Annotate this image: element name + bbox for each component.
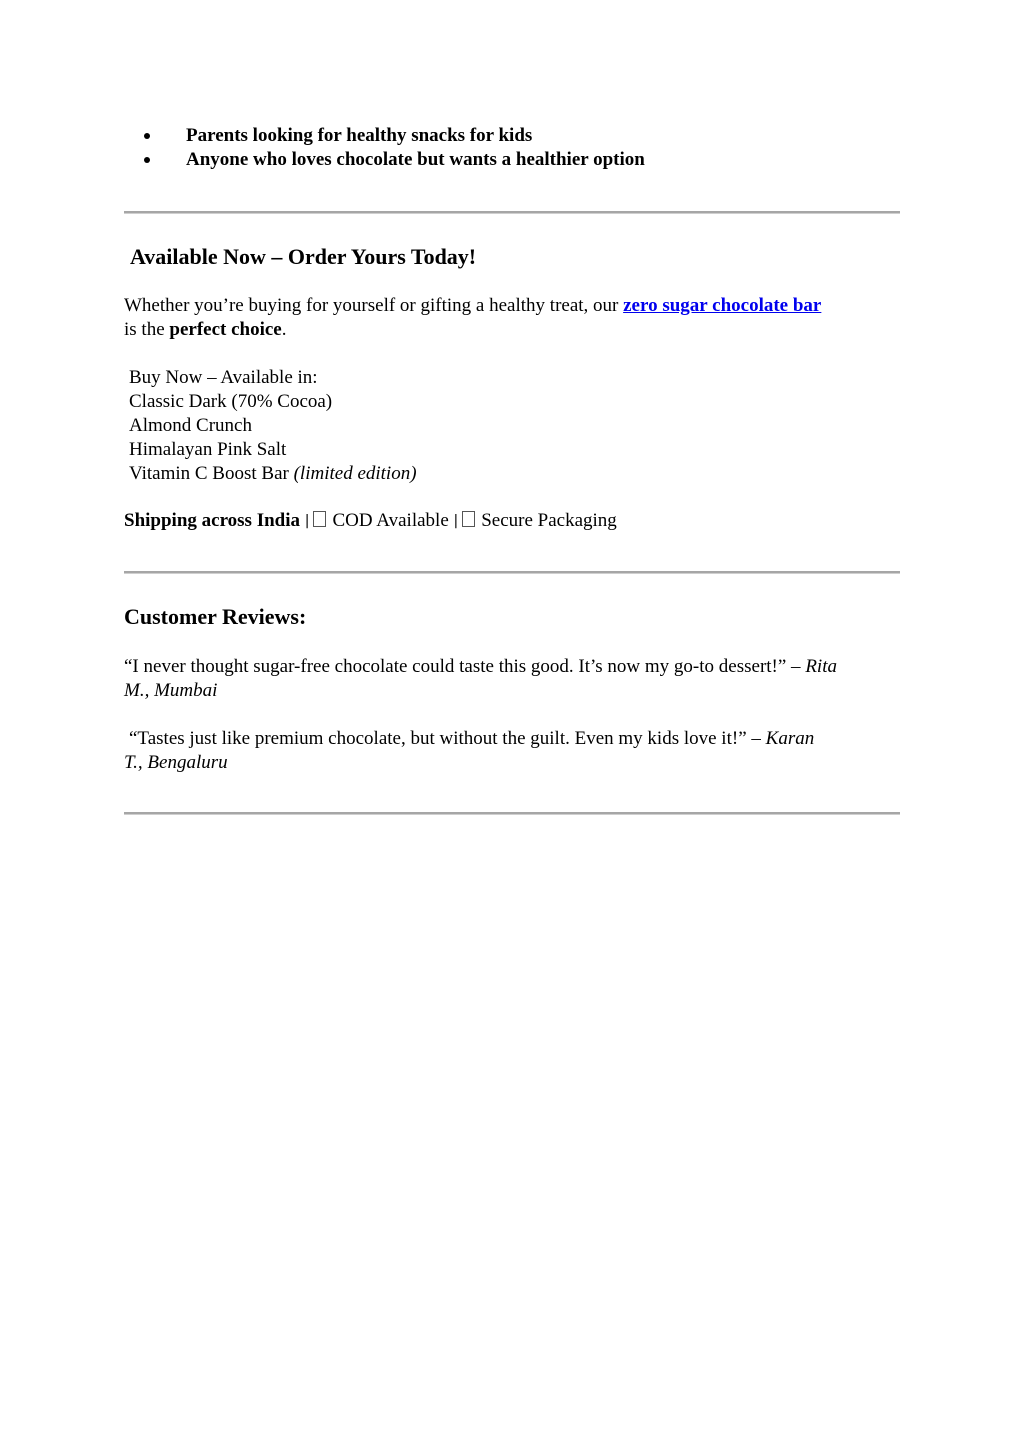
packaging-text: Secure Packaging xyxy=(481,510,617,531)
divider xyxy=(124,571,900,574)
variant-item: Vitamin C Boost Bar (limited edition) xyxy=(129,463,417,484)
review-author: Karan xyxy=(765,728,815,749)
order-intro-line-2: is the perfect choice. xyxy=(124,319,287,340)
list-item: Anyone who loves chocolate but wants a healthier option xyxy=(124,148,645,172)
review-text-line: “I never thought sugar-free chocolate could taste this good. It’s now my go-to dessert!” – Rita xyxy=(124,656,837,677)
missing-glyph-icon xyxy=(313,511,326,527)
variant-item: Almond Crunch xyxy=(129,415,252,436)
missing-glyph-icon xyxy=(462,511,475,527)
shipping-label: Shipping across India xyxy=(124,510,301,531)
review-author-line: M., Mumbai xyxy=(124,680,218,701)
shipping-line xyxy=(124,509,617,533)
review-text-line: “Tastes just like premium chocolate, but without the guilt. Even my kids love it!” – Karan xyxy=(129,728,815,749)
separator: | xyxy=(304,513,310,529)
separator: | xyxy=(453,513,459,529)
zero-sugar-chocolate-bar-link[interactable]: zero sugar chocolate bar xyxy=(623,295,822,316)
variant-item: Classic Dark (70% Cocoa) xyxy=(129,391,333,412)
order-heading: Available Now – Order Yours Today! xyxy=(130,244,477,269)
bullet-icon xyxy=(144,157,150,163)
list-item: Parents looking for healthy snacks for kids xyxy=(124,124,645,148)
audience-bullet-list xyxy=(124,124,645,172)
review-author-line: T., Bengaluru xyxy=(124,752,228,773)
bullet-icon xyxy=(144,133,150,139)
cod-text: COD Available xyxy=(332,510,449,531)
variant-item: Himalayan Pink Salt xyxy=(129,439,287,460)
divider xyxy=(124,211,900,214)
reviews-heading: Customer Reviews: xyxy=(124,604,307,629)
variant-note: (limited edition) xyxy=(293,463,417,484)
buy-now-label: Buy Now – Available in: xyxy=(129,367,318,388)
review-author: Rita xyxy=(805,656,837,677)
order-intro-line-1: Whether you’re buying for yourself or gifting a healthy treat, our zero sugar chocolate bar xyxy=(124,295,822,316)
divider xyxy=(124,812,900,815)
